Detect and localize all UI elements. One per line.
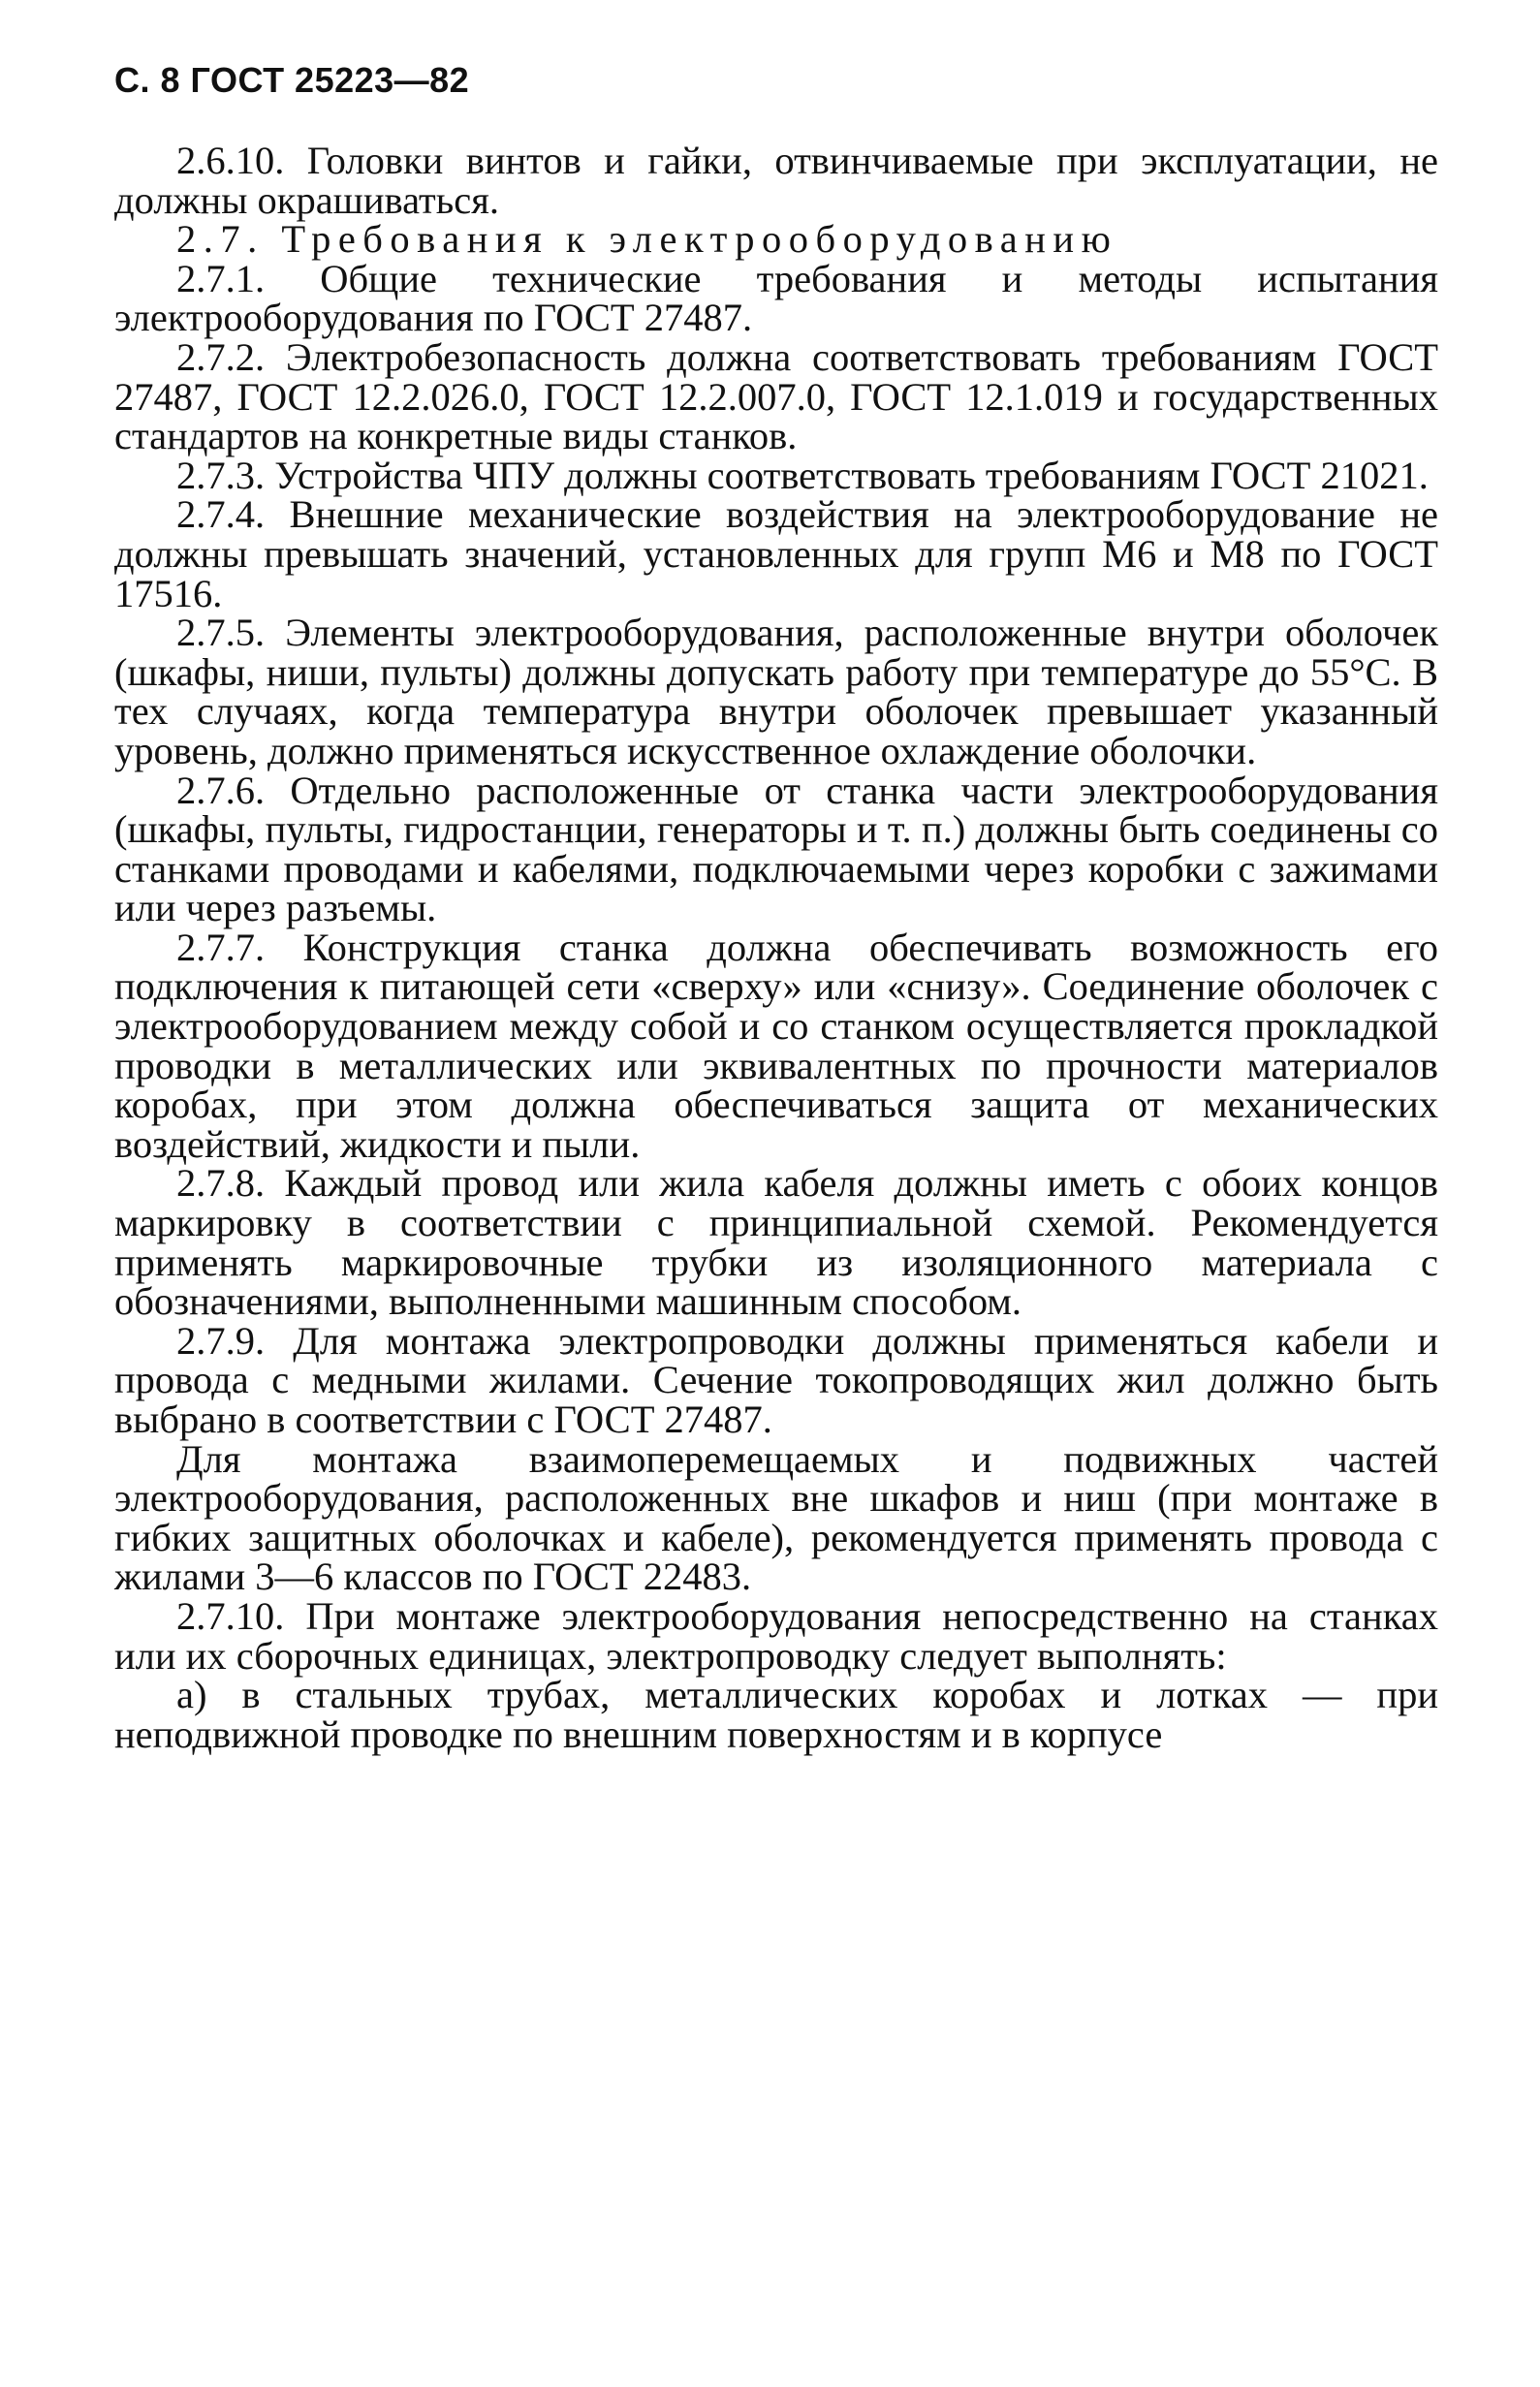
document-body (114, 141, 1438, 1754)
paragraph-2-7-9: 2.7.9. Для монтажа электропроводки должны применяться кабели и провода с медными жилами. Сечение токопроводящих жил должно быть выбрано в соответствии с ГОСТ 27487. (114, 1318, 1438, 1441)
paragraph-2-7-6: 2.7.6. Отдельно расположенные от станка части электрооборудования (шкафы, пульты, гидростанции, генераторы и т. п.) должны быть соединены со станками проводами и кабелями, подключаемыми через коробки с зажимами или через разъемы. (114, 768, 1438, 930)
paragraph-2-7-9-continued: Для монтажа взаимоперемещаемых и подвижных частей электрооборудования, расположенных вне шкафов и ниш (при монтаже в гибких защитных оболочках и кабеле), рекомендуется применять провода с жилами 3—6 классов по ГОСТ 22483. (114, 1436, 1438, 1599)
paragraph-2-7-3: 2.7.3. Устройства ЧПУ должны соответствовать требованиям ГОСТ 21021. (176, 453, 1429, 497)
paragraph-2-7-4: 2.7.4. Внешние механические воздействия на электрооборудование не должны превышать значений, установленных для групп М6 и М8 по ГОСТ 17516. (114, 492, 1438, 615)
paragraph-2-7-7: 2.7.7. Конструкция станка должна обеспечивать возможность его подключения к питающей сети «сверху» или «снизу». Соединение оболочек с электрооборудованием между собой и со станком осуществляется прокладкой проводки в металлических или эквивалентных по прочности материалов коробах, при этом должна обеспечиваться защита от механических воздействий, жидкости и пыли. (114, 925, 1438, 1166)
paragraph-2-7-8: 2.7.8. Каждый провод или жила кабеля должны иметь с обоих концов маркировку в соответствии с принципиальной схемой. Рекомендуется применять маркировочные трубки из изоляционного материала с обозначениями, выполненными машинным способом. (114, 1161, 1438, 1324)
section-heading-2-7: 2.7. Требования к электрооборудованию (176, 217, 1118, 262)
paragraph-2-7-1: 2.7.1. Общие технические требования и методы испытания электрооборудования по ГОСТ 27487. (114, 256, 1438, 340)
paragraph-2-7-2: 2.7.2. Электробезопасность должна соответствовать требованиям ГОСТ 27487, ГОСТ 12.2.026.0, ГОСТ 12.2.007.0, ГОСТ 12.1.019 и государственных стандартов на конкретные виды станков. (114, 334, 1438, 458)
paragraph-2-7-10: 2.7.10. При монтаже электрооборудования непосредственно на станках или их сборочных единицах, электропроводку следует выполнять: (114, 1593, 1438, 1678)
paragraph-2-7-5: 2.7.5. Элементы электрооборудования, расположенные внутри оболочек (шкафы, ниши, пульты) должны допускать работу при температуре до 55°С. В тех случаях, когда температура внутри оболочек превышает указанный уровень, должно применяться искусственное охлаждение оболочки. (114, 611, 1438, 772)
list-item-a: а) в стальных трубах, металлических коробах и лотках — при неподвижной проводке по внешним поверхностям и в корпусе (114, 1673, 1438, 1756)
page-header: С. 8 ГОСТ 25223—82 (114, 60, 470, 100)
paragraph-2-6-10: 2.6.10. Головки винтов и гайки, отвинчиваемые при эксплуатации, не должны окрашиваться. (114, 139, 1438, 222)
